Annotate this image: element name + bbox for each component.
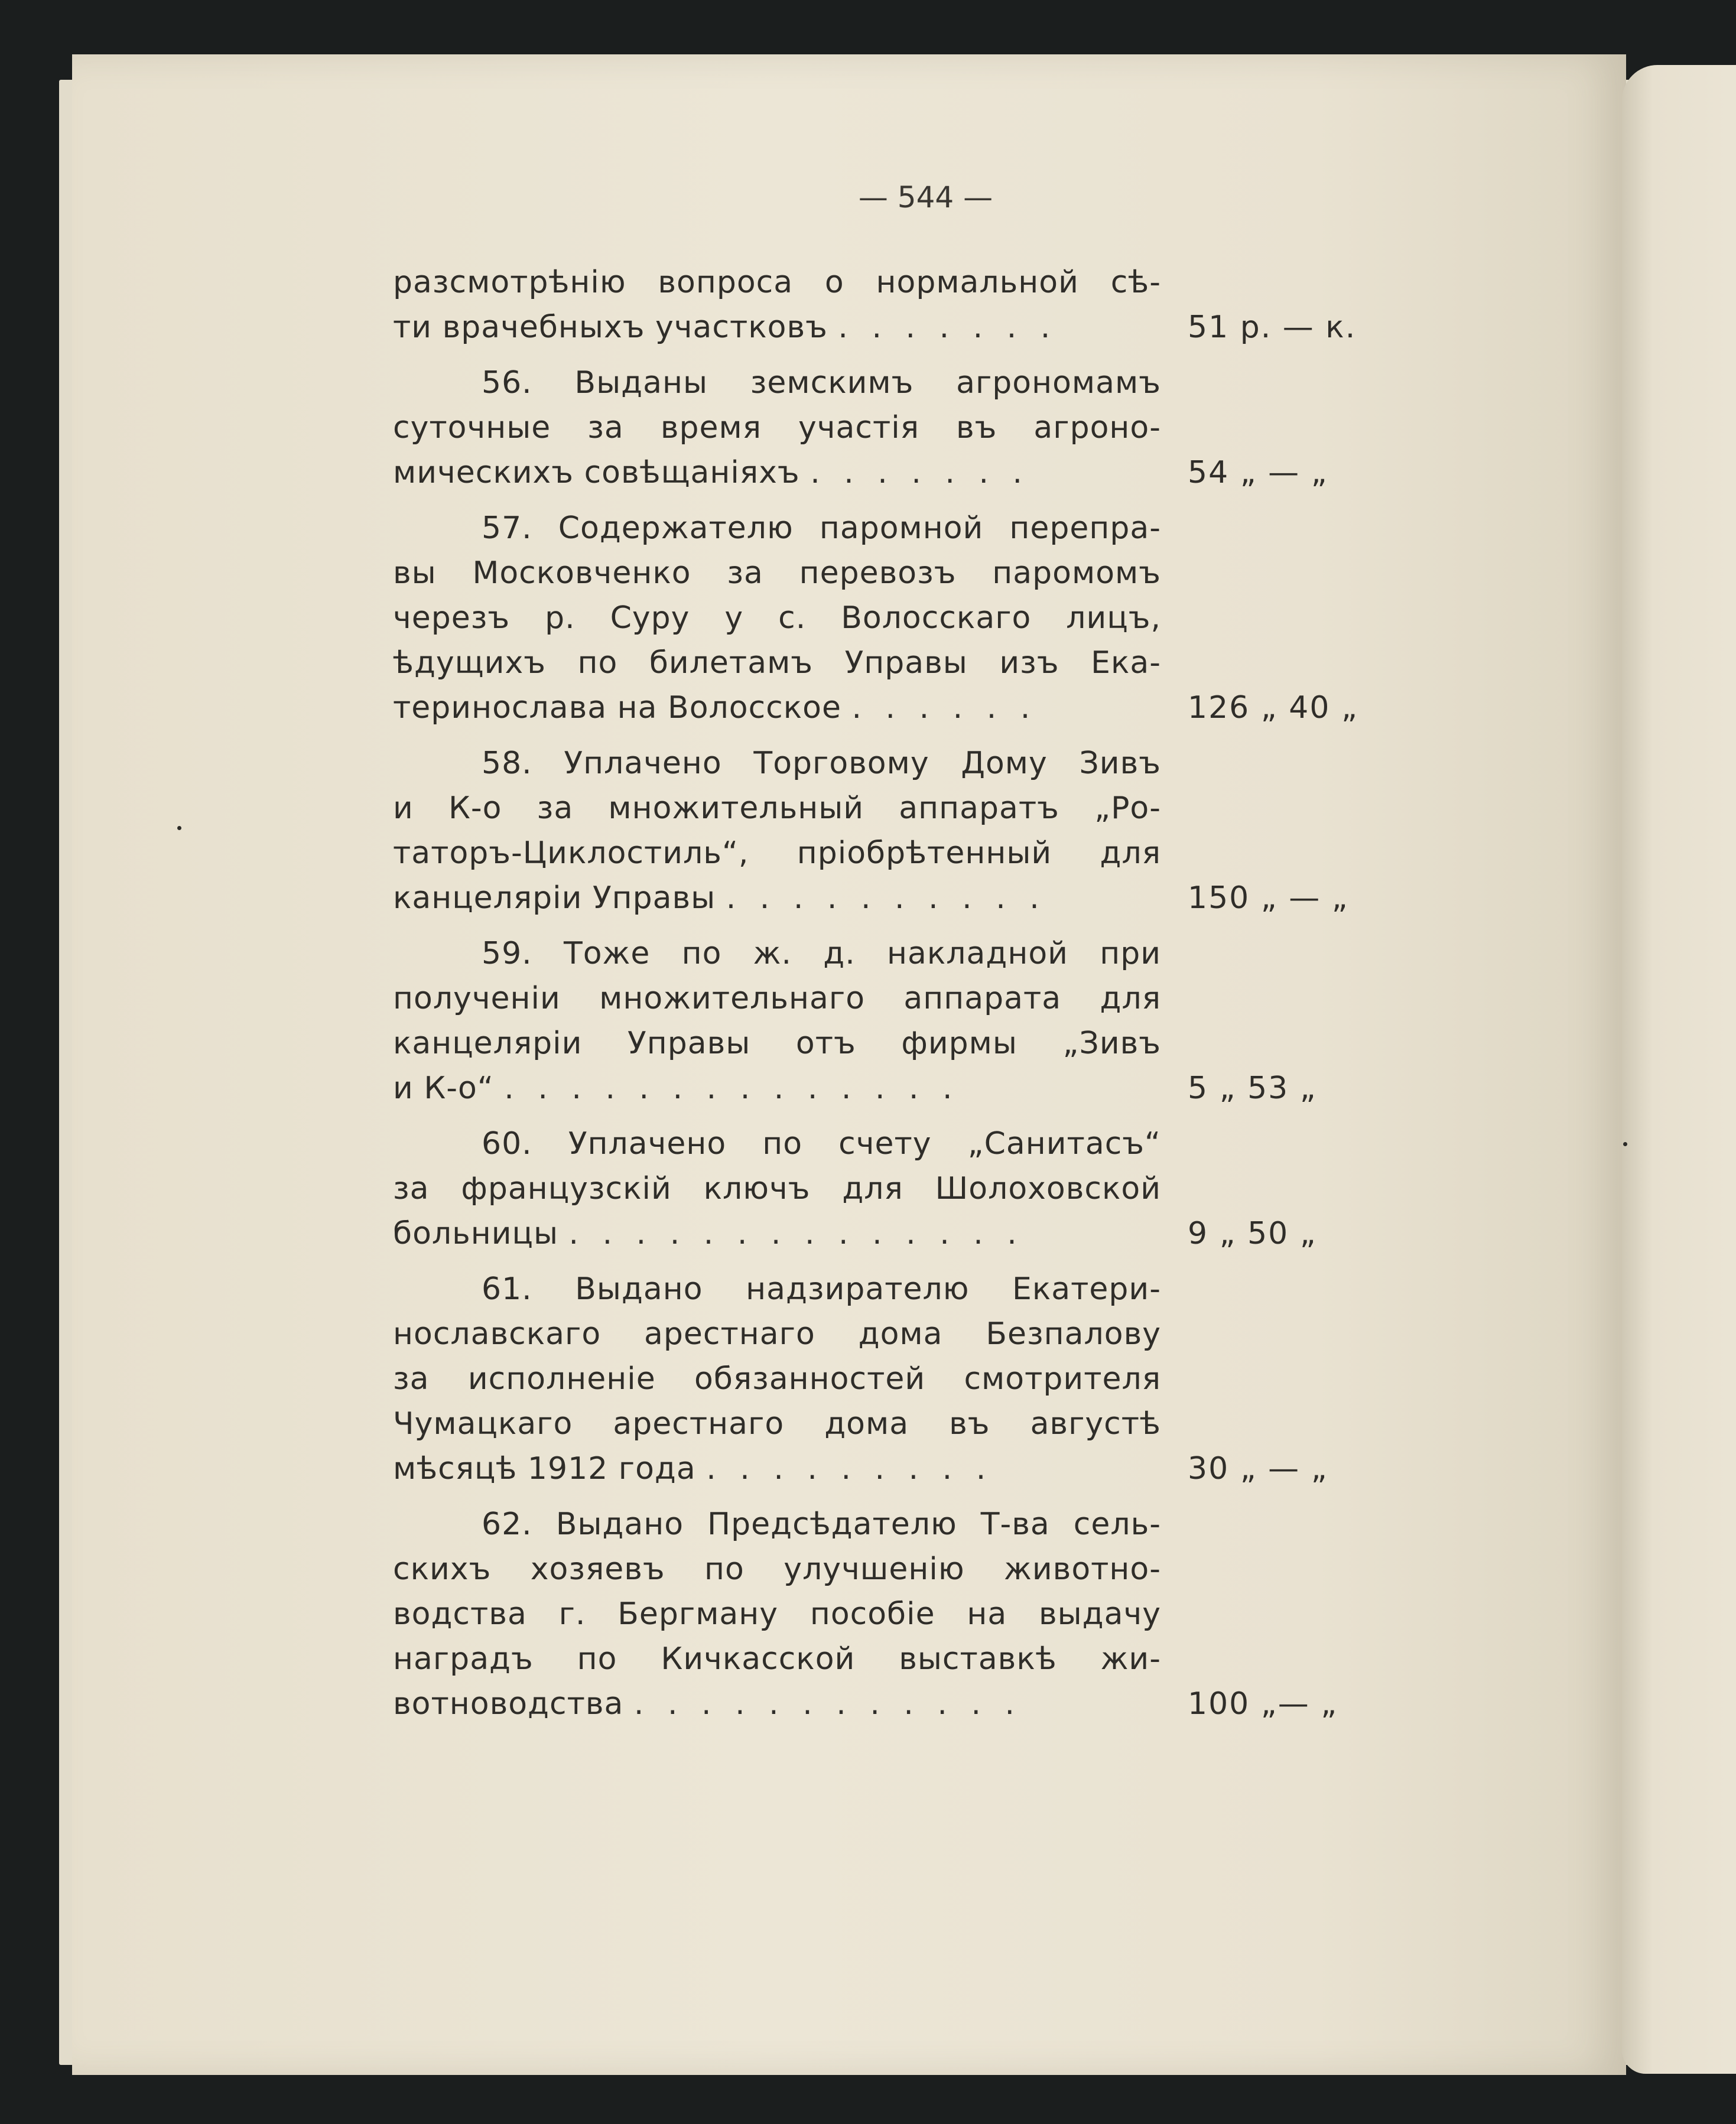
ledger-entry xyxy=(393,260,1357,350)
entry-last-line xyxy=(393,1211,1317,1256)
facing-page-edge xyxy=(1622,65,1736,2074)
entry-line: 62. Выдано Предсѣдателю Т-ва сель- xyxy=(482,1507,1161,1542)
entry-line: 57. Содержателю паромной перепра- xyxy=(482,510,1161,546)
entry-line: водства г. Бергману пособіе на выдачу xyxy=(393,1596,1161,1632)
leader-dots: . . . . . . . . . . . . . . xyxy=(568,1216,1024,1251)
page-speck xyxy=(1623,1142,1627,1146)
entry-text: вотноводства xyxy=(393,1686,624,1722)
entry-line: ѣдущихъ по билетамъ Управы изъ Ека- xyxy=(393,645,1161,681)
entry-line: канцеляріи Управы отъ фирмы „Зивъ xyxy=(393,1026,1161,1061)
entry-text: больницы xyxy=(393,1216,559,1251)
ledger-entry xyxy=(393,931,1317,1111)
entry-last-line xyxy=(393,1446,1328,1491)
entry-line: нославскаго арестнаго дома Безпалову xyxy=(393,1316,1161,1352)
page-speck xyxy=(177,826,181,830)
entry-text: мѣсяцѣ 1912 года xyxy=(393,1451,696,1487)
leader-dots: . . . . . . . xyxy=(810,455,1030,490)
leader-dots: . . . . . . . . . . . . . . xyxy=(504,1071,960,1106)
entry-last-line xyxy=(393,305,1357,350)
entry-text: теринослава на Волосское xyxy=(393,690,841,726)
ledger-entry xyxy=(393,741,1349,920)
entry-line: 61. Выдано надзирателю Екатери- xyxy=(482,1271,1161,1307)
page-number: — 544 — xyxy=(858,180,993,214)
ledger-entry xyxy=(393,1502,1338,1726)
entry-line: суточные за время участія въ агроно- xyxy=(393,410,1161,445)
entry-amount: 150 „ — „ xyxy=(1188,880,1349,916)
entry-line: таторъ-Циклостиль“, пріобрѣтенный для xyxy=(393,835,1161,871)
entry-text: мическихъ совѣщаніяхъ xyxy=(393,455,800,490)
entry-amount: 126 „ 40 „ xyxy=(1188,690,1358,726)
ledger-entry xyxy=(393,506,1358,730)
entry-amount: 51 р. — к. xyxy=(1188,310,1357,345)
ledger-entry xyxy=(393,1121,1317,1256)
entry-line: 56. Выданы земскимъ агрономамъ xyxy=(482,365,1161,401)
entry-line: 60. Уплачено по счету „Санитасъ“ xyxy=(482,1126,1161,1162)
entry-line: вы Московченко за перевозъ паромомъ xyxy=(393,555,1161,591)
entry-line: 58. Уплачено Торговому Дому Зивъ xyxy=(482,746,1161,781)
entry-amount: 100 „— „ xyxy=(1188,1686,1338,1722)
entry-text: ти врачебныхъ участковъ xyxy=(393,310,828,345)
entry-text: и К-о“ xyxy=(393,1071,494,1106)
entry-line: черезъ р. Суру у с. Волосскаго лицъ, xyxy=(393,600,1161,636)
leader-dots: . . . . . . . . . . . . xyxy=(633,1686,1022,1722)
ledger-text xyxy=(393,260,1358,1726)
leader-dots: . . . . . . . . . xyxy=(706,1451,993,1487)
leader-dots: . . . . . . . xyxy=(838,310,1058,345)
entry-last-line xyxy=(393,1066,1317,1111)
entry-last-line xyxy=(393,876,1349,920)
leader-dots: . . . . . . xyxy=(851,690,1038,726)
entry-line: наградъ по Кичкасской выставкѣ жи- xyxy=(393,1641,1161,1677)
entry-line: Чумацкаго арестнаго дома въ августѣ xyxy=(393,1406,1161,1442)
entry-line: скихъ хозяевъ по улучшенію животно- xyxy=(393,1551,1161,1587)
entry-line: и К-о за множительный аппаратъ „Ро- xyxy=(393,791,1161,826)
entry-amount: 5 „ 53 „ xyxy=(1188,1071,1317,1106)
entry-line: за исполненіе обязанностей смотрителя xyxy=(393,1361,1161,1397)
entry-last-line xyxy=(393,685,1358,730)
entry-line: за французскій ключъ для Шолоховской xyxy=(393,1171,1161,1206)
entry-line: полученіи множительнаго аппарата для xyxy=(393,981,1161,1016)
ledger-entry xyxy=(393,360,1328,495)
leader-dots: . . . . . . . . . . xyxy=(726,880,1046,916)
entry-amount: 9 „ 50 „ xyxy=(1188,1216,1317,1251)
entry-line: 59. Тоже по ж. д. накладной при xyxy=(482,936,1161,971)
entry-amount: 54 „ — „ xyxy=(1188,455,1328,490)
entry-text: канцеляріи Управы xyxy=(393,880,716,916)
entry-last-line xyxy=(393,1681,1338,1726)
ledger-entry xyxy=(393,1267,1328,1491)
entry-last-line xyxy=(393,450,1328,495)
entry-line: разсмотрѣнію вопроса о нормальной сѣ- xyxy=(393,265,1161,300)
entry-amount: 30 „ — „ xyxy=(1188,1451,1328,1487)
